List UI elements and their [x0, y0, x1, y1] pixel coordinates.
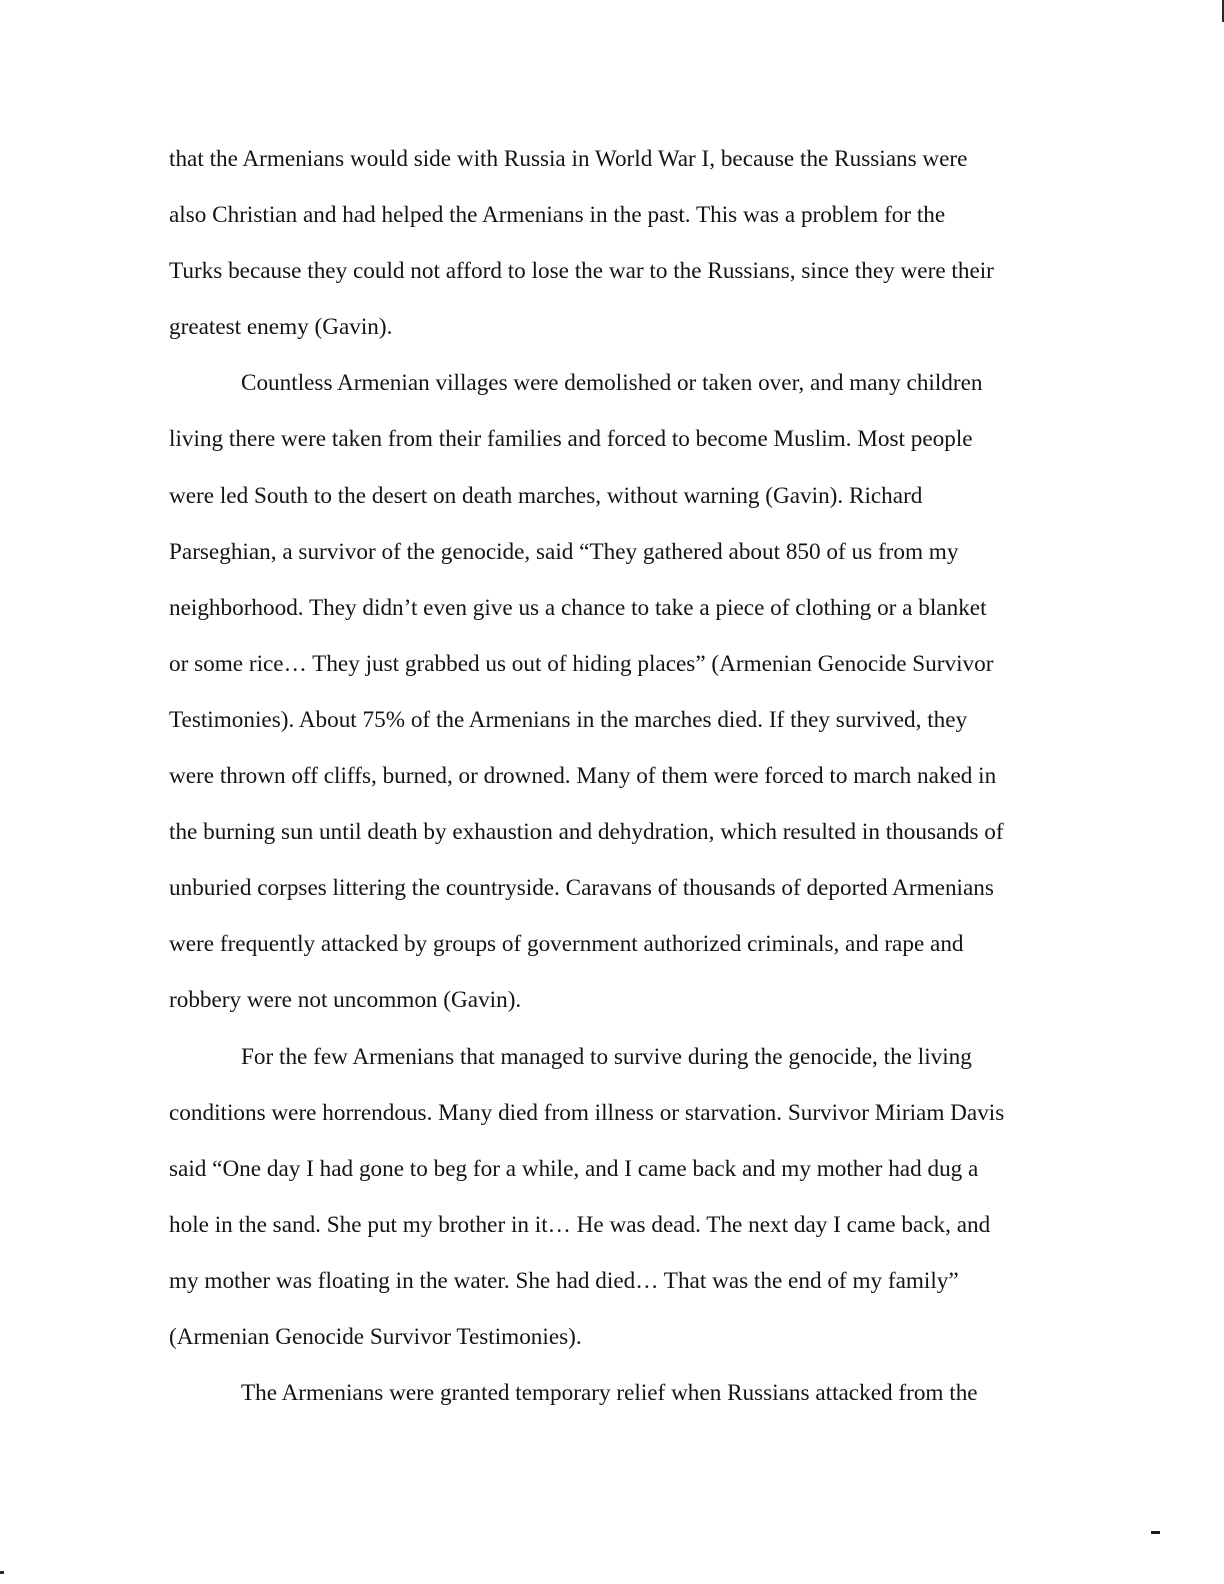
- text-line: (Armenian Genocide Survivor Testimonies).: [169, 1323, 582, 1350]
- text-line: robbery were not uncommon (Gavin).: [169, 987, 522, 1014]
- text-line: neighborhood. They didn’t even give us a chance to take a piece of clothing or a blanket: [169, 594, 987, 621]
- text-line: unburied corpses littering the countryside. Caravans of thousands of deported Armenians: [169, 875, 994, 902]
- paragraph-first-line: The Armenians were granted temporary relief when Russians attacked from the: [241, 1380, 978, 1407]
- paragraph-first-line: Countless Armenian villages were demolished or taken over, and many children: [241, 370, 983, 397]
- text-line: said “One day I had gone to beg for a while, and I came back and my mother had dug a: [169, 1155, 979, 1182]
- text-line: conditions were horrendous. Many died from illness or starvation. Survivor Miriam Davis: [169, 1099, 1005, 1126]
- text-line: the burning sun until death by exhaustion and dehydration, which resulted in thousands of: [169, 819, 1004, 846]
- text-line: or some rice… They just grabbed us out of hiding places” (Armenian Genocide Survivor: [169, 650, 994, 677]
- body-text: [169, 131, 1041, 1421]
- text-line: my mother was floating in the water. She had died… That was the end of my family”: [169, 1267, 959, 1294]
- text-line: Parseghian, a survivor of the genocide, said “They gathered about 850 of us from my: [169, 538, 959, 565]
- scan-speck: [1151, 1531, 1160, 1534]
- scan-edge-mark: [0, 1571, 4, 1574]
- text-line: hole in the sand. She put my brother in it… He was dead. The next day I came back, and: [169, 1211, 991, 1238]
- paragraph-first-line: For the few Armenians that managed to survive during the genocide, the living: [241, 1043, 972, 1070]
- text-line: greatest enemy (Gavin).: [169, 314, 393, 341]
- text-line: Testimonies). About 75% of the Armenians in the marches died. If they survived, they: [169, 706, 968, 733]
- text-line: were led South to the desert on death marches, without warning (Gavin). Richard: [169, 482, 923, 509]
- text-line: were frequently attacked by groups of government authorized criminals, and rape and: [169, 931, 964, 958]
- text-line: were thrown off cliffs, burned, or drowned. Many of them were forced to march naked in: [169, 763, 997, 790]
- text-line: Turks because they could not afford to lose the war to the Russians, since they were their: [169, 258, 994, 285]
- text-line: that the Armenians would side with Russia in World War I, because the Russians were: [169, 146, 968, 172]
- text-line: also Christian and had helped the Armenians in the past. This was a problem for the: [169, 202, 946, 229]
- text-line: living there were taken from their families and forced to become Muslim. Most people: [169, 426, 973, 453]
